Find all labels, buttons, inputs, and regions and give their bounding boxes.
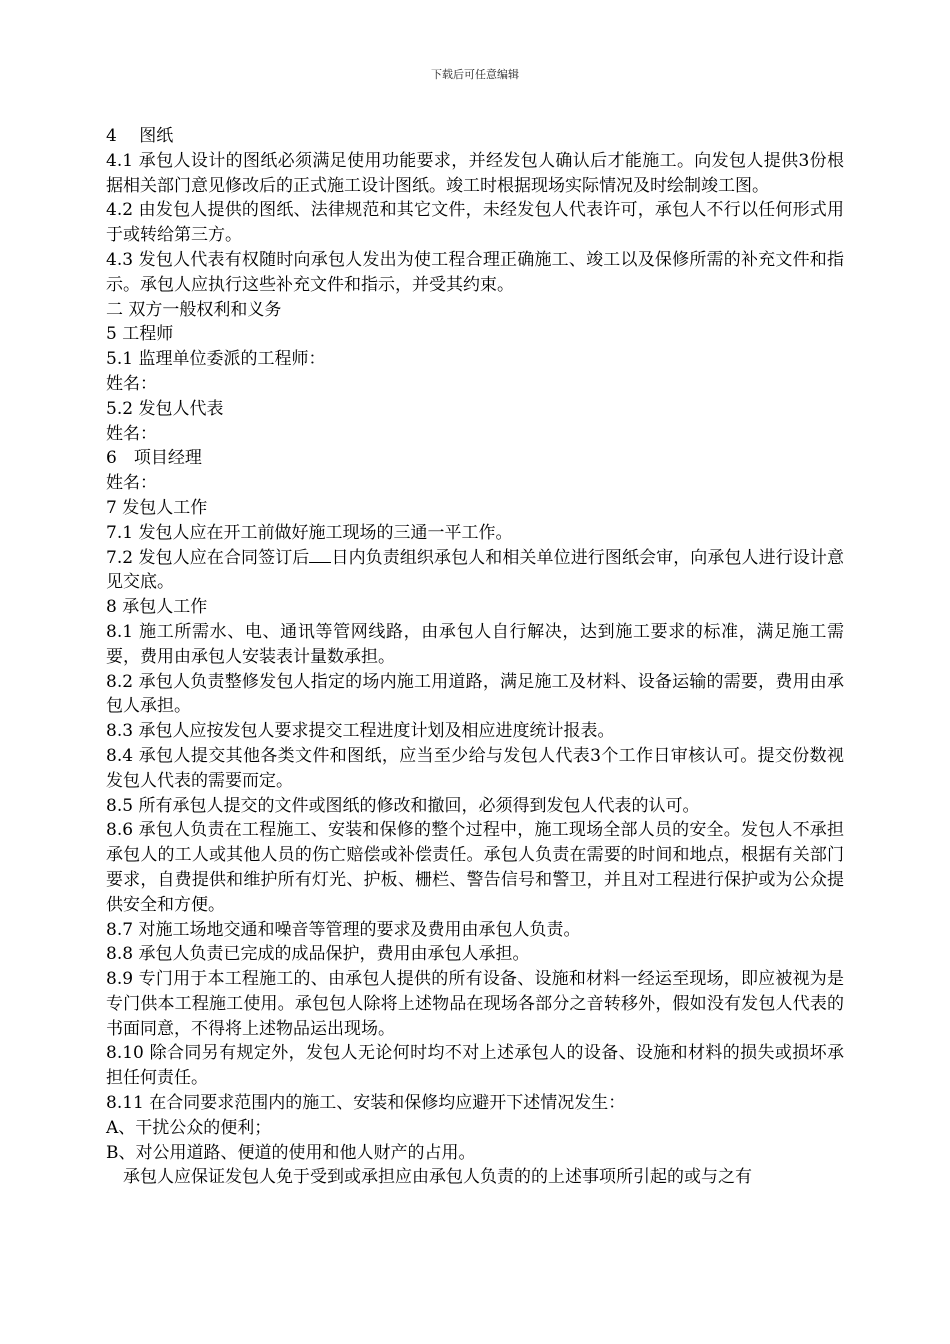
page-header: 下载后可任意编辑 bbox=[431, 68, 519, 81]
paragraph: 8.8 承包人负责已完成的成品保护，费用由承包人承担。 bbox=[106, 944, 530, 965]
paragraph: 8.7 对施工场地交通和噪音等管理的要求及费用由承包人负责。 bbox=[106, 919, 581, 940]
paragraph: 5.2 发包人代表 bbox=[106, 398, 224, 419]
p72-before: 7.2 发包人应在合同签订后 bbox=[106, 547, 310, 568]
paragraph: 8.9 专门用于本工程施工的、由承包人提供的所有设备、设施和材料一经运至现场，即应被视为是专门供本工程施工使用。承包包人除将上述物品在现场各部分之音转移外，假如没有发包人代表的书面同意，不得将上述物品运出现场。 bbox=[106, 969, 844, 1039]
paragraph: 4.2 由发包人提供的图纸、法律规范和其它文件，未经发包人代表许可，承包人不行以任何形式用于或转给第三方。 bbox=[106, 200, 844, 246]
paragraph: 8.4 承包人提交其他各类文件和图纸，应当至少给与发包人代表3个工作日审核认可。提交份数视发包人代表的需要而定。 bbox=[106, 745, 844, 791]
name-field-label: 姓名： bbox=[106, 373, 157, 394]
paragraph: 5.1 监理单位委派的工程师： bbox=[106, 349, 326, 370]
paragraph: 7.1 发包人应在开工前做好施工现场的三通一平工作。 bbox=[106, 522, 513, 543]
section-heading: 7 发包人工作 bbox=[106, 497, 208, 518]
paragraph: 8.5 所有承包人提交的文件或图纸的修改和撤回，必须得到发包人代表的认可。 bbox=[106, 795, 700, 816]
paragraph: 8.11 在合同要求范围内的施工、安装和保修均应避开下述情况发生： bbox=[106, 1093, 626, 1114]
paragraph: 8.2 承包人负责整修发包人指定的场内施工用道路，满足施工及材料、设备运输的需要，费用由承包人承担。 bbox=[106, 671, 844, 717]
section-heading: 4 图纸 bbox=[106, 126, 174, 146]
list-item: B、对公用道路、便道的使用和他人财产的占用。 bbox=[106, 1142, 476, 1163]
list-item: A、干扰公众的便利； bbox=[106, 1117, 272, 1138]
section-heading: 二 双方一般权利和义务 bbox=[106, 299, 282, 320]
paragraph: 8.10 除合同另有规定外，发包人无论何时均不对上述承包人的设备、设施和材料的损失或损坏承担任何责任。 bbox=[106, 1043, 844, 1089]
paragraph: 4.1 承包人设计的图纸必须满足使用功能要求，并经发包人确认后才能施工。向发包人提供3份根据相关部门意见修改后的正式施工设计图纸。竣工时根据现场实际情况及时绘制竣工图。 bbox=[106, 150, 844, 196]
document-body bbox=[106, 124, 844, 1190]
p72-after: 日内负责组织承包人和相关单位进行图纸会审，向承包人进行设计意见交底。 bbox=[106, 547, 844, 593]
paragraph: 8.1 施工所需水、电、通讯等管网线路，由承包人自行解决，达到施工要求的标准，满足施工需要，费用由承包人安装表计量数承担。 bbox=[106, 621, 844, 667]
paragraph-7-2 bbox=[106, 546, 844, 596]
paragraph: 4.3 发包人代表有权随时向承包人发出为使工程合理正确施工、竣工以及保修所需的补充文件和指示。承包人应执行这些补充文件和指示，并受其约束。 bbox=[106, 249, 844, 295]
name-field-label: 姓名： bbox=[106, 423, 157, 444]
paragraph: 8.6 承包人负责在工程施工、安装和保修的整个过程中，施工现场全部人员的安全。发包人不承担承包人的工人或其他人员的伤亡赔偿或补偿责任。承包人负责在需要的时间和地点，根据有关部门要求，自费提供和维护所有灯光、护板、栅栏、警告信号和警卫，并且对工程进行保护或为公众提供安全和方便。 bbox=[106, 820, 844, 915]
section-heading: 8 承包人工作 bbox=[106, 597, 208, 618]
section-heading: 5 工程师 bbox=[106, 324, 174, 345]
paragraph: 8.3 承包人应按发包人要求提交工程进度计划及相应进度统计报表。 bbox=[106, 721, 615, 742]
blank-underline bbox=[309, 548, 331, 563]
paragraph: 承包人应保证发包人免于受到或承担应由承包人负责的的上述事项所引起的或与之有 bbox=[123, 1167, 752, 1188]
name-field-label: 姓名： bbox=[106, 473, 157, 494]
section-heading: 6 项目经理 bbox=[106, 448, 202, 469]
